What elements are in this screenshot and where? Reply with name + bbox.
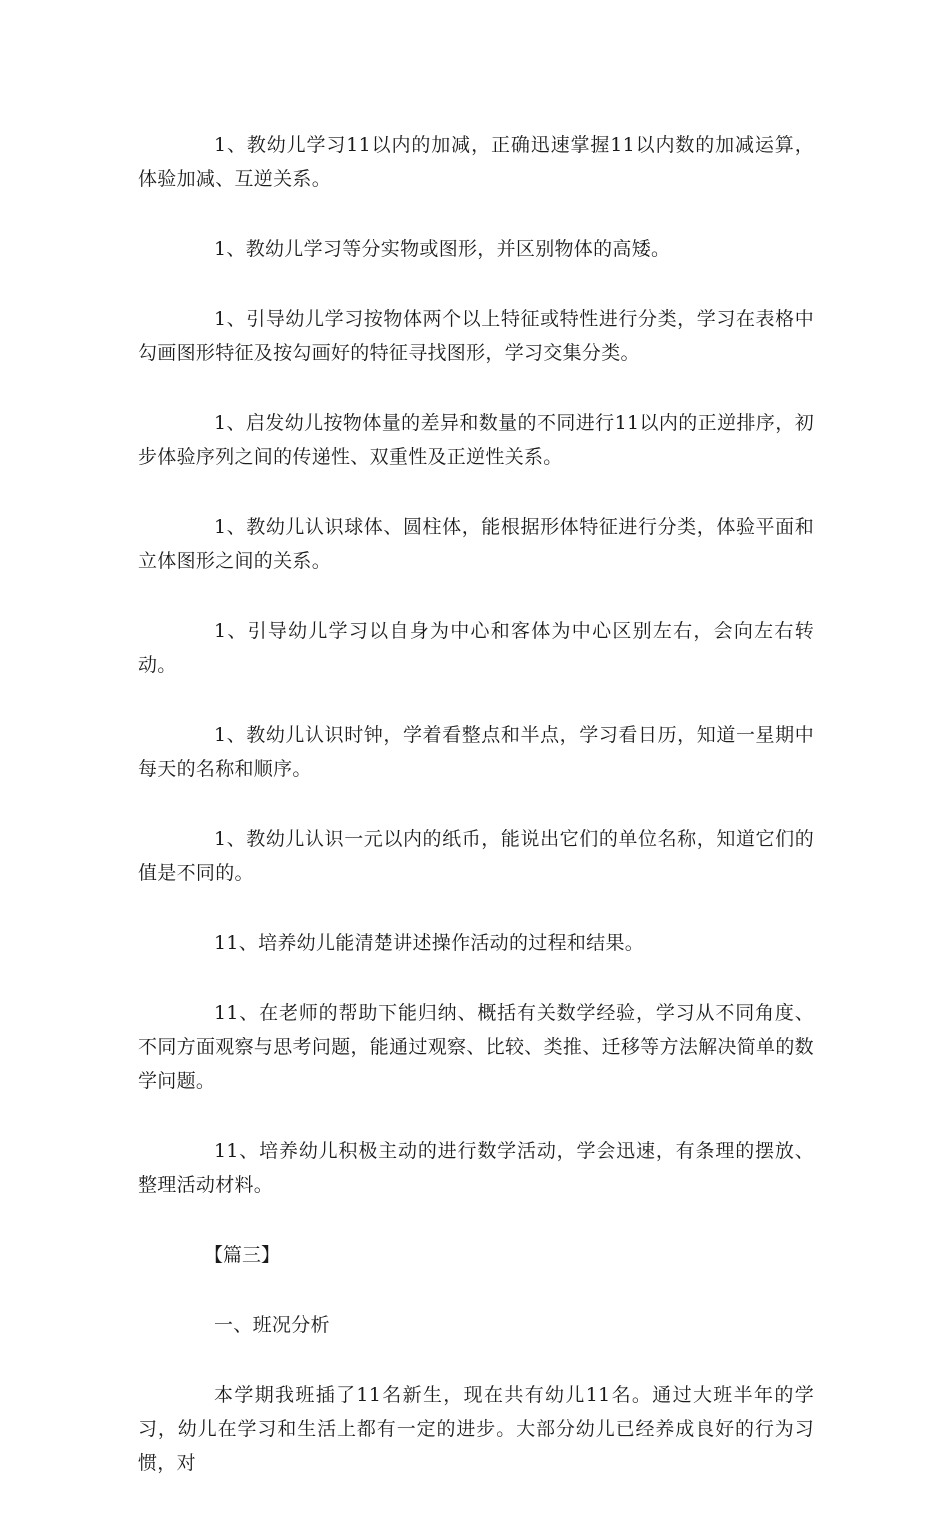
paragraph-3: 1、引导幼儿学习按物体两个以上特征或特性进行分类，学习在表格中勾画图形特征及按勾画好的特征寻找图形，学习交集分类。 (138, 308, 814, 364)
paragraph-5: 1、教幼儿认识球体、圆柱体，能根据形体特征进行分类，体验平面和立体图形之间的关系。 (138, 516, 814, 572)
paragraph-8: 1、教幼儿认识一元以内的纸币，能说出它们的单位名称，知道它们的值是不同的。 (138, 828, 814, 884)
subsection-title: 一、班况分析 (214, 1314, 330, 1336)
paragraph-9: 11、培养幼儿能清楚讲述操作活动的过程和结果。 (214, 932, 645, 954)
paragraph-7: 1、教幼儿认识时钟，学着看整点和半点，学习看日历，知道一星期中每天的名称和顺序。 (138, 724, 814, 780)
paragraph-11: 11、培养幼儿积极主动的进行数学活动，学会迅速，有条理的摆放、整理活动材料。 (138, 1140, 814, 1196)
paragraph-10: 11、在老师的帮助下能归纳、概括有关数学经验，学习从不同角度、不同方面观察与思考问题，能通过观察、比较、类推、迁移等方法解决简单的数学问题。 (138, 1002, 814, 1092)
paragraph-1: 1、教幼儿学习11以内的加减，正确迅速掌握11以内数的加减运算，体验加减、互逆关系。 (138, 134, 814, 190)
paragraph-4: 1、启发幼儿按物体量的差异和数量的不同进行11以内的正逆排序，初步体验序列之间的传递性、双重性及正逆性关系。 (138, 412, 814, 468)
closing-paragraph: 本学期我班插了11名新生，现在共有幼儿11名。通过大班半年的学习，幼儿在学习和生活上都有一定的进步。大部分幼儿已经养成良好的行为习惯，对 (138, 1384, 814, 1474)
paragraph-2: 1、教幼儿学习等分实物或图形，并区别物体的高矮。 (214, 238, 671, 260)
document-page (138, 128, 814, 1516)
section-title: 【篇三】 (204, 1244, 281, 1266)
paragraph-6: 1、引导幼儿学习以自身为中心和客体为中心区别左右，会向左右转动。 (138, 620, 814, 676)
